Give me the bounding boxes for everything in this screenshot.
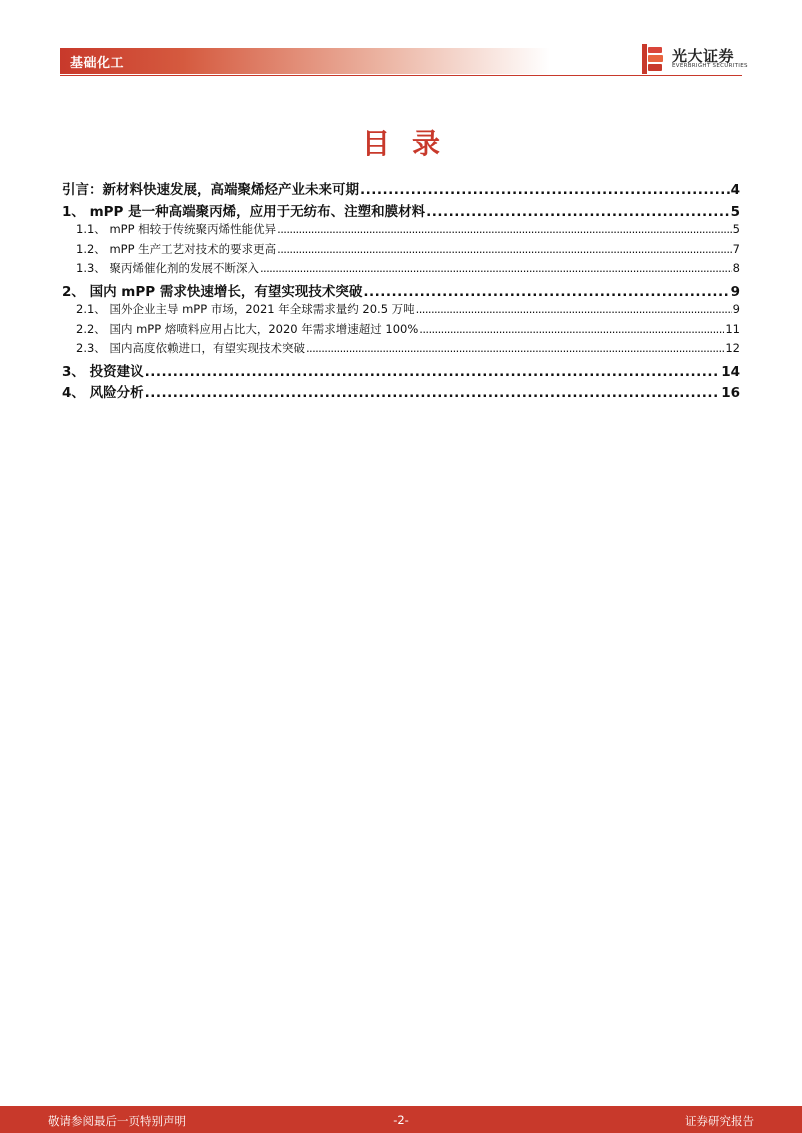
toc-entry-title: 引言：新材料快速发展，高端聚烯烃产业未来可期 [62,182,359,198]
toc-leader-dots [277,242,732,256]
toc-entry-page: 12 [725,341,740,355]
toc-leader-dots [419,322,724,336]
toc-entry-page: 9 [732,302,740,316]
toc-entry[interactable] [62,340,740,360]
toc-entry-page: 4 [730,182,740,198]
toc-entry-title: 4、 风险分析 [62,385,144,401]
toc-entry-title: 2.2、 国内 mPP 熔喷料应用占比大，2020 年需求增速超过 100% [76,321,419,336]
toc-entry-page: 8 [732,261,740,275]
everbright-logo-icon [641,44,665,74]
toc-leader-dots [416,302,732,316]
toc-entry[interactable] [62,280,740,302]
footer-page-number: -2- [393,1113,409,1127]
toc-entry[interactable] [62,221,740,241]
toc-entry-page: 7 [732,241,740,256]
toc-entry[interactable] [62,381,740,403]
toc-title: 目录 [361,127,462,160]
toc-leader-dots [426,204,729,220]
table-of-contents [62,178,740,403]
toc-entry-page: 9 [730,283,740,300]
toc-entry-page: 16 [721,385,740,401]
toc-entry-page: 14 [721,363,740,380]
logo-text-en: EVERBRIGHT SECURITIES [672,63,748,69]
toc-leader-dots [360,182,730,198]
toc-leader-dots [145,364,721,380]
toc-entry[interactable] [62,260,740,280]
footer-disclaimer: 敬请参阅最后一页特别声明 [48,1114,186,1128]
header-section-label: 基础化工 [70,56,125,71]
header-bar [60,48,550,74]
footer-report-type: 证券研究报告 [685,1114,754,1128]
toc-entry-page: 5 [730,203,740,220]
toc-leader-dots [145,385,721,401]
toc-entry[interactable] [62,200,740,222]
company-logo [641,44,751,74]
header-divider [60,75,742,76]
toc-leader-dots [277,222,732,236]
logo-text-cn: 光大证券 [672,47,735,65]
toc-entry[interactable] [62,178,740,200]
toc-entry[interactable] [62,301,740,321]
toc-leader-dots [363,284,729,300]
toc-entry[interactable] [62,321,740,341]
toc-entry-page: 5 [732,222,740,236]
toc-entry-title: 2.3、 国内高度依赖进口，有望实现技术突破 [76,341,305,355]
toc-entry-title: 3、 投资建议 [62,363,144,380]
toc-entry-title: 2、 国内 mPP 需求快速增长，有望实现技术突破 [62,283,363,300]
toc-entry[interactable] [62,241,740,261]
toc-entry-page: 11 [725,321,740,336]
toc-entry-title: 1.2、 mPP 生产工艺对技术的要求更高 [76,241,277,256]
toc-entry-title: 2.1、 国外企业主导 mPP 市场，2021 年全球需求量约 20.5 万吨 [76,302,415,316]
toc-entry[interactable] [62,360,740,382]
toc-leader-dots [260,261,732,275]
toc-leader-dots [306,341,724,355]
toc-entry-title: 1、 mPP 是一种高端聚丙烯，应用于无纺布、注塑和膜材料 [62,203,426,220]
toc-entry-title: 1.1、 mPP 相较于传统聚丙烯性能优异 [76,222,277,236]
toc-entry-title: 1.3、 聚丙烯催化剂的发展不断深入 [76,261,259,275]
